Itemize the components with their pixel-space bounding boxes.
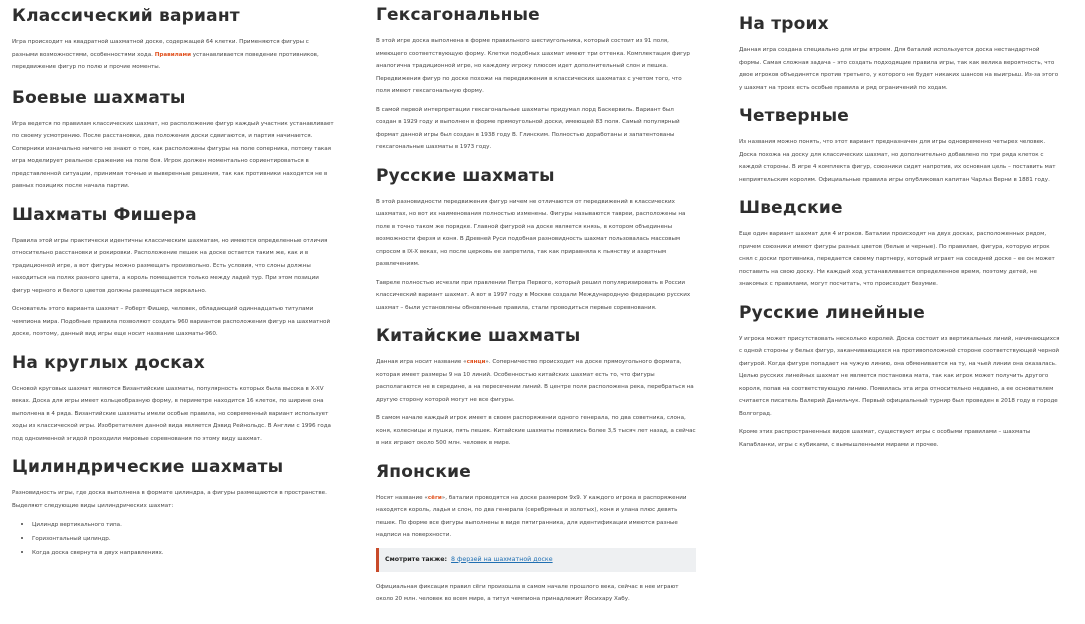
paragraph: Данная игра носит название «сянци». Соперничество происходит на доске прямоугольного формата, которая имеет размеры 9 на 10 линий. Особенностью китайских шахмат есть то, что фигуры располагаются не в середине, а на пересечении линий. В центре поля расположена река, перебраться на другую сторону которой могут не все фигуры. (376, 359, 694, 403)
cylinder-list (12, 518, 334, 559)
paragraph: Из названия можно понять, что этот вариант предназначен для игры одновременно четырех человек. Доска похожа на доску для классических шахмат, но дополнительно добавлено по три ряда клеток с каждой стороны. В игре 4 комплекта фигур, союзники сидят напротив, их основная цель – поставить мат неприятельским королям. Официальные правила игры опубликовал капитан Чарльз Верни в 1881 году. (739, 139, 1056, 183)
paragraph: Официальная фиксация правил сёги произошла в самом начале прошлого века, сейчас в нее играют около 20 млн. человек во всем мире, а титул чемпиона принадлежит Йосихару Хабу. (376, 583, 679, 602)
section-hex (376, 5, 696, 154)
heading-linear: Русские линейные (739, 302, 925, 323)
section-linear (739, 303, 1060, 452)
heading-chinese: Китайские шахматы (376, 326, 581, 346)
paragraph: У игрока может присутствовать несколько королей. Доска состоит из вертикальных линий, начинающихся с одной стороны у белых фигур, заканчивающихся на противоположной стороне соответствующей черной фигурой. Когда фигуре попадает на чужую линию, она обменивается на ту, на чьей линии она оказалась. Целью русских линейных шахмат не является постановка мата, так как игрок может получить другого короля, попав на соответствующую линию. Появилась эта игра относительно недавно, а ее основателем считается писатель Валерий Данильчук. Первый официальный турнир был проведен в 2018 году в городе Волгоград. (739, 335, 1060, 417)
paragraph: Игра происходит на квадратной шахматной доске, содержащей 64 клетки. Применяются фигуры с разными возможностями, особенностями хода. Правилами устанавливается поведение противников, передвижение фигур по полю и прочие моменты. (12, 39, 319, 70)
list-item: • Горизонтальный цилиндр. (32, 532, 334, 546)
heading-swedish: Шведские (739, 198, 843, 218)
section-fischer (12, 205, 334, 341)
paragraph: Носят название «сёги», баталии проводятся на доске размером 9х9. У каждого игрока в распоряжении находятся король, ладья и слон, по два генерала (серебряных и золотых), коня и улана плюс девять пешек. По форме все фигуры выполнены в виде пятигранника, для идентификации имеются разные надписи на поверхности. (376, 494, 687, 538)
see-also-label: Смотрите также: (385, 555, 448, 563)
paragraph: В этой игре доска выполнена в форме правильного шестиугольника, который состоит из 91 поля, имеющего соответствующую форму. Клетки подобных шахмат имеют три оттенка. Комплектация фигур аналогична традиционной игре, но каждому игроку плюсом идет дополнительный слон и пешка. Передвижения фигур по доске похожи на передвижения в классических шахматах с учетом того, что поля имеют гексагональную форму. (376, 38, 690, 94)
section-three (739, 14, 1060, 94)
paragraph: В этой разновидности передвижения фигур ничем не отличаются от передвижений в классических шахматах, но вот их наименования полностью изменены. Фигуры называются тавреи, расположены на поле в точно таком же порядке. Главной фигурой на доске является князь, в котором объединены возможности ферзя и коня. В Древней Руси подобная разновидность шахмат пользовалась массовым спросом в IX-X веках, но после церковь ее запретила, так как приравняла к пьянству и азартным развлечениям. (376, 198, 686, 267)
see-also-link[interactable]: 8 ферзей на шахматной доске (451, 555, 553, 563)
see-also-box (376, 548, 696, 572)
list-item: • Цилиндр вертикального типа. (32, 518, 334, 532)
paragraph: Разновидность игры, где доска выполнена в формате цилиндра, а фигуры размещаются в пространстве. Выделяют следующие виды цилиндрических шахмат: (12, 490, 327, 509)
article-column-2 (376, 0, 696, 624)
paragraph: Тавреле полностью исчезли при правлении Петра Первого, который решил популяризировать в России классический вариант шахмат. А вот в 1997 году в Москве создали Международную федерацию русских шахмат – были установлены обновленные правила, стали проводиться первые соревнования. (376, 279, 691, 311)
heading-fischer: Шахматы Фишера (12, 204, 197, 225)
paragraph: Данная игра создана специально для игры втроем. Для баталий используется доска нестандартной формы. Самая сложная задача – это создать подходящие правила игры, так как велика вероятность, что двое игроков объединятся против третьего, у которого не будет никаких шансов на выигрыш. Из-за этого у шахмат на троих есть особые правила и ряд ограничений по ходам. (739, 47, 1059, 91)
article-column-3 (739, 0, 1060, 624)
section-four (739, 106, 1060, 186)
heading-cylinder: Цилиндрические шахматы (12, 457, 284, 477)
section-round (12, 353, 334, 446)
heading-classic: Классический вариант (12, 6, 240, 26)
heading-russian: Русские шахматы (376, 165, 555, 186)
paragraph: Кроме этих распространенных видов шахмат, существуют игры с особыми правилами – шахматы Капабланки, игры с кубиками, с вымышленными мирами и прочее. (739, 429, 1031, 448)
section-chinese (376, 326, 696, 450)
shogi-link[interactable]: сёги (427, 494, 442, 501)
heading-three: На троих (739, 14, 829, 34)
xiangqi-link[interactable]: сянци (466, 359, 486, 365)
rules-link[interactable]: Правилами (154, 51, 191, 58)
section-swedish (739, 198, 1060, 291)
section-japanese (376, 462, 696, 606)
paragraph: Еще один вариант шахмат для 4 игроков. Баталии происходят на двух досках, расположенных рядом, причем союзники имеют фигуры разных цветов (белые и черные). По правилам, фигура, которую игрок снял с доски противника, передается своему партнеру, который играет на соседней доске – ее он может поставить на свою доску. Ни каждый ход устанавливается определенное время, поэтому детей, не знакомых с правилами, могут посчитать, что происходит безумие. (739, 231, 1055, 287)
paragraph: Правила этой игры практически идентичны классическим шахматам, но имеются определенные отличия относительно расстановки и рокировки. Расположение пешек на доске остается таким же, как и в традиционной игре, а вот фигуры можно размещать произвольно. Есть условия, что слоны должны находиться на полях разного цвета, а король помещается только между ладей тур. При этом позиции фигур черного и белого цветов должны размещаться зеркально. (12, 237, 328, 294)
paragraph: Игра ведется по правилам классических шахмат, но расположение фигур каждый участник устанавливает по своему усмотрению. После расстановки, два положения доски сдвигаются, и партия начинается. Соперники изначально ничего не знают о том, как расположены фигуры на поле соперника, потому такая игра моделирует реальное сражение на поле боя. Игрок должен моментально сориентироваться в представленной ситуации, принимая точные и выверенные решения, так как противники находятся не в равных позициях после начала партии. (12, 120, 334, 189)
article-column-1 (12, 0, 334, 624)
section-cylinder (12, 457, 334, 559)
heading-hex: Гексагональные (376, 5, 540, 25)
paragraph: В самом начале каждый игрок имеет в своем распоряжении одного генерала, по два советника, слона, коня, колесницы и пушки, пять пешек. Китайские шахматы появились более 3,5 тысяч лет назад, а сейчас в них играют около 500 млн. человек в мире. (376, 415, 696, 446)
heading-japanese: Японские (376, 461, 471, 482)
list-item: • Когда доска свернута в двух направлениях. (32, 546, 334, 560)
section-russian (376, 166, 696, 315)
heading-combat: Боевые шахматы (12, 87, 186, 108)
heading-round: На круглых досках (12, 352, 205, 373)
paragraph: Основой круговых шахмат являются Византийские шахматы, популярность которых была высока в X-XV веках. Доска для игры имеет кольцеобразную форму, в периметре находится 16 клеток, по ширине она выполнена в 4 ряда. Византийские шахматы имели особые правила, но современный вариант использует ходы из классической игры. Изобретателем данной вида является Дэвид Рейнольдс. В Англии с 1996 года под одноименной эгидой проходили мировые соревнования по этому виду шахмат. (12, 385, 331, 442)
paragraph: Основатель этого варианта шахмат – Роберт Фишер, человек, обладающий одиннадцатью титулами чемпиона мира. Подобные правила позволяют создать 960 вариантов расположения фигур на шахматной доске, поэтому, данный вид игры еще носит название шахматы-960. (12, 306, 331, 337)
section-combat (12, 88, 334, 193)
section-classic (12, 6, 334, 74)
heading-four: Четверные (739, 106, 850, 126)
paragraph: В самой первой интерпретации гексагональные шахматы придумал лорд Баскервиль. Вариант был создан в 1929 году и выполнен в форме прямоугольной доски, имеющей 83 поля. Самый популярный формат данной игры был создан в 1938 году В. Глинским. Полностью доработаны и запатентованы гексагональные шахматы в 1973 году. (376, 106, 680, 150)
